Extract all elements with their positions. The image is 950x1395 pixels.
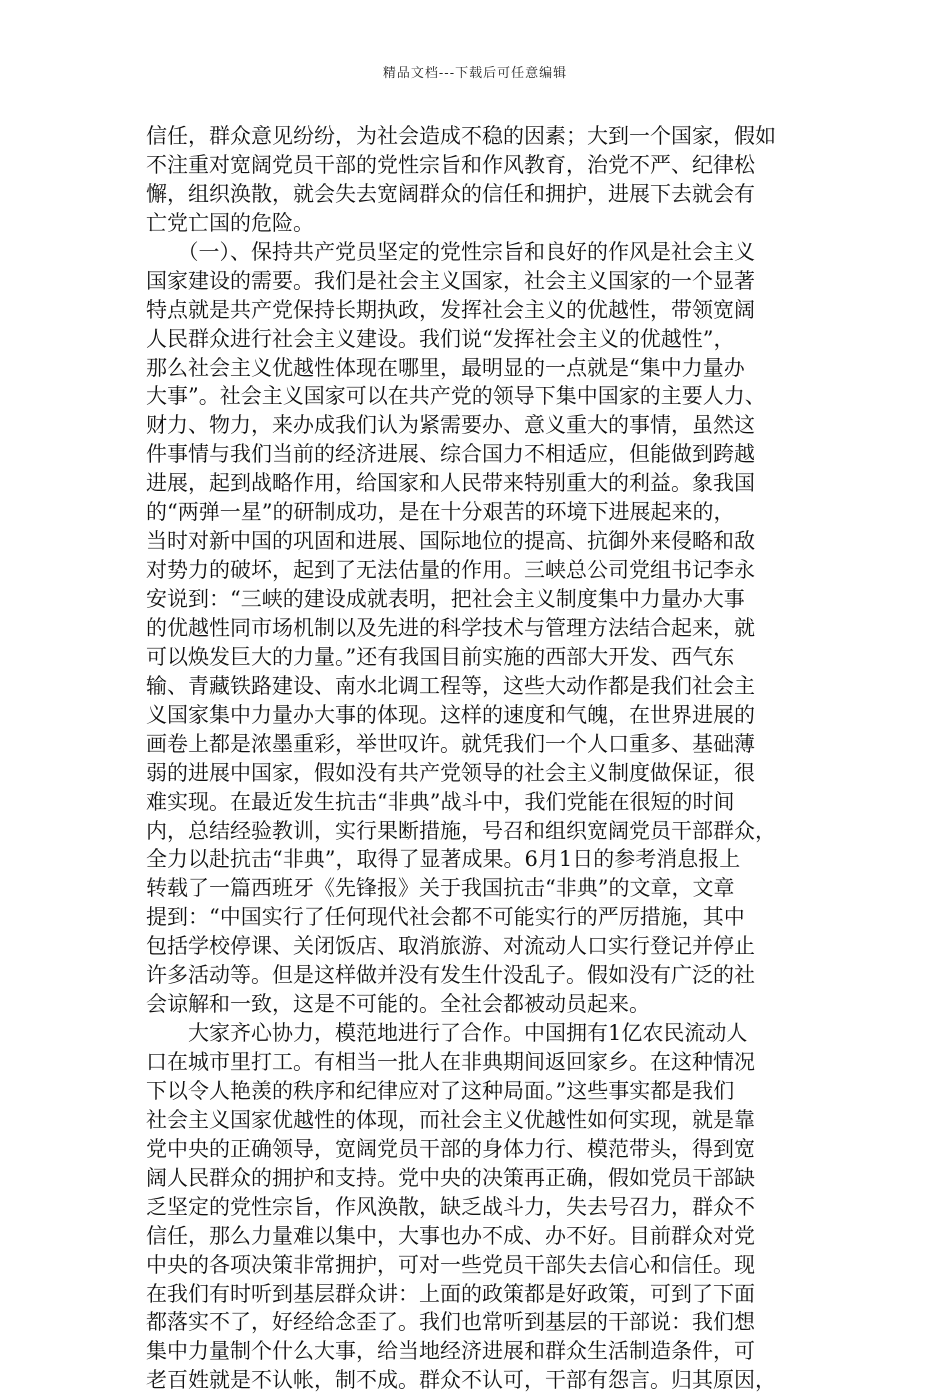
- body-text-line: 信任，那么力量难以集中，大事也办不成、办不好。目前群众对党: [146, 1223, 755, 1248]
- body-text-line: 可以焕发巨大的力量。”还有我国目前实施的西部大开发、西气东: [146, 644, 735, 669]
- body-text-line: 财力、物力，来办成我们认为紧需要办、意义重大的事情，虽然这: [146, 413, 755, 438]
- body-text-line: 大事”。社会主义国家可以在共产党的领导下集中国家的主要人力、: [146, 384, 766, 409]
- body-text-line: 义国家集中力量办大事的体现。这样的速度和气魄，在世界进展的: [146, 702, 755, 727]
- body-text-line: 乏坚定的党性宗旨，作风涣散，缺乏战斗力，失去号召力，群众不: [146, 1194, 755, 1219]
- body-text-line: 阔人民群众的拥护和支持。党中央的决策再正确，假如党员干部缺: [146, 1165, 755, 1190]
- body-text-line: （一）、保持共产党员坚定的党性宗旨和良好的作风是社会主义: [146, 239, 755, 264]
- body-text-line: 大家齐心协力，模范地进行了合作。中国拥有1亿农民流动人: [146, 1021, 748, 1046]
- body-text-line: 信任，群众意见纷纷，为社会造成不稳的因素；大到一个国家，假如: [146, 124, 776, 148]
- body-text-line: 的“两弹一星”的研制成功，是在十分艰苦的环境下进展起来的，: [146, 500, 735, 525]
- body-text-line: 国家建设的需要。我们是社会主义国家，社会主义国家的一个显著: [146, 268, 755, 293]
- body-text-line: 那么社会主义优越性体现在哪里，最明显的一点就是“集中力量办: [146, 355, 745, 380]
- body-text-line: 安说到：“三峡的建设成就表明，把社会主义制度集中力量办大事: [146, 587, 745, 611]
- body-text-line: 提到：“中国实行了任何现代社会都不可能实行的严厉措施，其中: [146, 905, 745, 930]
- document-body: [146, 122, 826, 1395]
- page-header: 精品文档---下载后可任意编辑: [382, 66, 568, 81]
- body-text-line: 输、青藏铁路建设、南水北调工程等，这些大动作都是我们社会主: [146, 673, 755, 698]
- body-text-line: 全力以赴抗击“非典”，取得了显著成果。6月1日的参考消息报上: [146, 847, 741, 872]
- body-text-line: 下以令人艳羡的秩序和纪律应对了这种局面。”这些事实都是我们: [146, 1078, 735, 1103]
- body-text-line: 懈，组织涣散，就会失去宽阔群众的信任和拥护，进展下去就会有: [146, 181, 755, 206]
- body-text-line: 内，总结经验教训，实行果断措施，号召和组织宽阔党员干部群众，: [146, 818, 776, 843]
- body-text-line: 不注重对宽阔党员干部的党性宗旨和作风教育，治党不严、纪律松: [146, 152, 755, 177]
- body-text-line: 当时对新中国的巩固和进展、国际地位的提高、抗御外来侵略和敌: [146, 529, 755, 554]
- body-text-line: 老百姓就是不认帐，制不成。群众不认可，干部有怨言。归其原因，: [146, 1368, 776, 1393]
- body-text-line: 会谅解和一致，这是不可能的。全社会都被动员起来。: [146, 992, 650, 1017]
- body-text-line: 特点就是共产党保持长期执政，发挥社会主义的优越性，带领宽阔: [146, 297, 755, 322]
- body-text-line: 在我们有时听到基层群众讲：上面的政策都是好政策，可到了下面: [146, 1281, 755, 1306]
- body-text-line: 对势力的破坏，起到了无法估量的作用。三峡总公司党组书记李永: [146, 558, 755, 583]
- body-text-line: 件事情与我们当前的经济进展、综合国力不相适应，但能做到跨越: [146, 442, 755, 467]
- body-text-line: 的优越性同市场机制以及先进的科学技术与管理方法结合起来，就: [146, 615, 755, 640]
- body-text-line: 亡党亡国的危险。: [146, 210, 314, 235]
- body-text-line: 许多活动等。但是这样做并没有发生什没乱子。假如没有广泛的社: [146, 963, 755, 988]
- body-text-line: 人民群众进行社会主义建设。我们说“发挥社会主义的优越性”，: [146, 326, 735, 351]
- body-text-line: 口在城市里打工。有相当一批人在非典期间返回家乡。在这种情况: [146, 1050, 755, 1074]
- body-text-line: 包括学校停课、关闭饭店、取消旅游、对流动人口实行登记并停止: [146, 934, 755, 959]
- body-text-line: 画卷上都是浓墨重彩，举世叹许。就凭我们一个人口重多、基础薄: [146, 731, 755, 756]
- body-text-line: 都落实不了，好经给念歪了。我们也常听到基层的干部说：我们想: [146, 1310, 755, 1335]
- body-text-line: 党中央的正确领导，宽阔党员干部的身体力行、模范带头，得到宽: [146, 1136, 755, 1161]
- body-text-line: 难实现。在最近发生抗击“非典”战斗中，我们党能在很短的时间: [146, 789, 735, 814]
- body-text-line: 转载了一篇西班牙《先锋报》关于我国抗击“非典”的文章，文章: [146, 876, 735, 901]
- body-text-line: 集中力量制个什么大事，给当地经济进展和群众生活制造条件，可: [146, 1339, 755, 1364]
- body-text-line: 社会主义国家优越性的体现，而社会主义优越性如何实现，就是靠: [146, 1107, 755, 1132]
- body-text-line: 进展，起到战略作用，给国家和人民带来特别重大的利益。象我国: [146, 471, 755, 496]
- body-text-line: 弱的进展中国家，假如没有共产党领导的社会主义制度做保证，很: [146, 760, 755, 785]
- body-text-line: 中央的各项决策非常拥护，可对一些党员干部失去信心和信任。现: [146, 1252, 755, 1277]
